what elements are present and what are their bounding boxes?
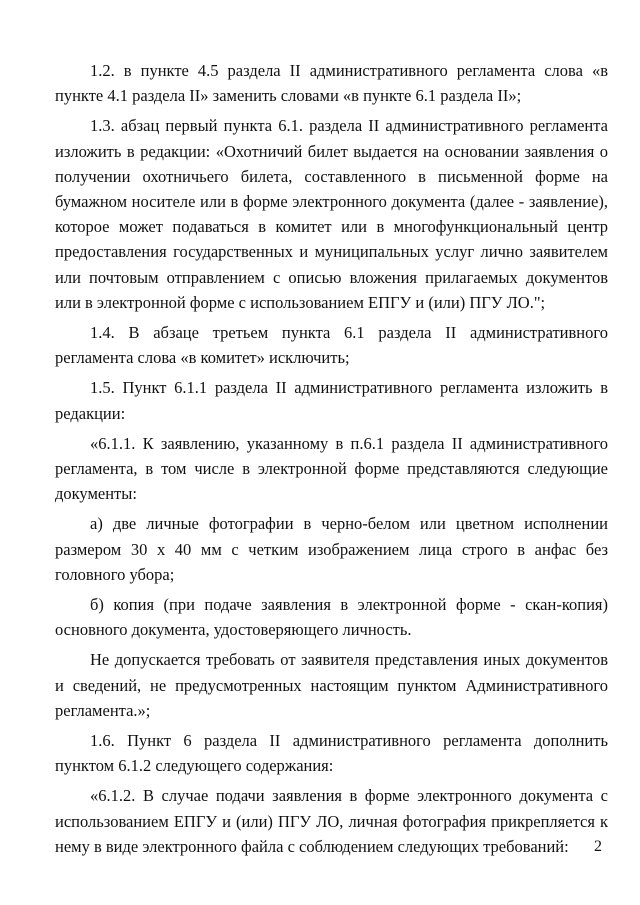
paragraph-6-1-2: «6.1.2. В случае подачи заявления в форме электронного документа с использованием ЕПГУ и (или) ПГУ ЛО, личная фотография прикрепляется к нему в виде электронного файла с соблюдением следующих требований: [55,786,608,856]
paragraph-1-2: 1.2. в пункте 4.5 раздела II административного регламента слова «в пункте 4.1 раздела II» заменить словами «в пункте 6.1 раздела II»; [55,61,608,106]
paragraph-no-extra-docs: Не допускается требовать от заявителя представления иных документов и сведений, не предусмотренных настоящим пунктом Административного регламента.»; [55,650,608,720]
paragraph-1-5: 1.5. Пункт 6.1.1 раздела II административного регламента изложить в редакции: [55,378,608,423]
paragraph-item-b: б) копия (при подаче заявления в электронной форме - скан-копия) основного документа, удостоверяющего личность. [55,595,608,640]
paragraph-6-1-1: «6.1.1. К заявлению, указанному в п.6.1 раздела II административного регламента, в том числе в электронной форме представляются следующие документы: [55,433,608,504]
paragraph-1-6: 1.6. Пункт 6 раздела II административного регламента дополнить пунктом 6.1.2 следующего содержания: [55,731,608,776]
paragraph-item-a: а) две личные фотографии в черно-белом или цветном исполнении размером 30 x 40 мм с четким изображением лица строго в анфас без головного убора; [55,514,608,584]
page-number: 2 [594,838,602,855]
paragraph-1-3: 1.3. абзац первый пункта 6.1. раздела II административного регламента изложить в редакции: «Охотничий билет выдается на основании заявления о получении охотничьего билета, составленного в письменной форме на бумажном носителе или в форме электронного документа (далее - заявление), которое может подаваться в комитет или в многофункциональный центр предоставления государственных и муниципальных услуг лично заявителем или почтовым отправлением с описью вложения прилагаемых документов или в электронной форме с использованием ЕПГУ и (или) ПГУ ЛО."; [55,116,608,312]
paragraph-1-4: 1.4. В абзаце третьем пункта 6.1 раздела II административного регламента слова «в комитет» исключить; [55,323,608,368]
